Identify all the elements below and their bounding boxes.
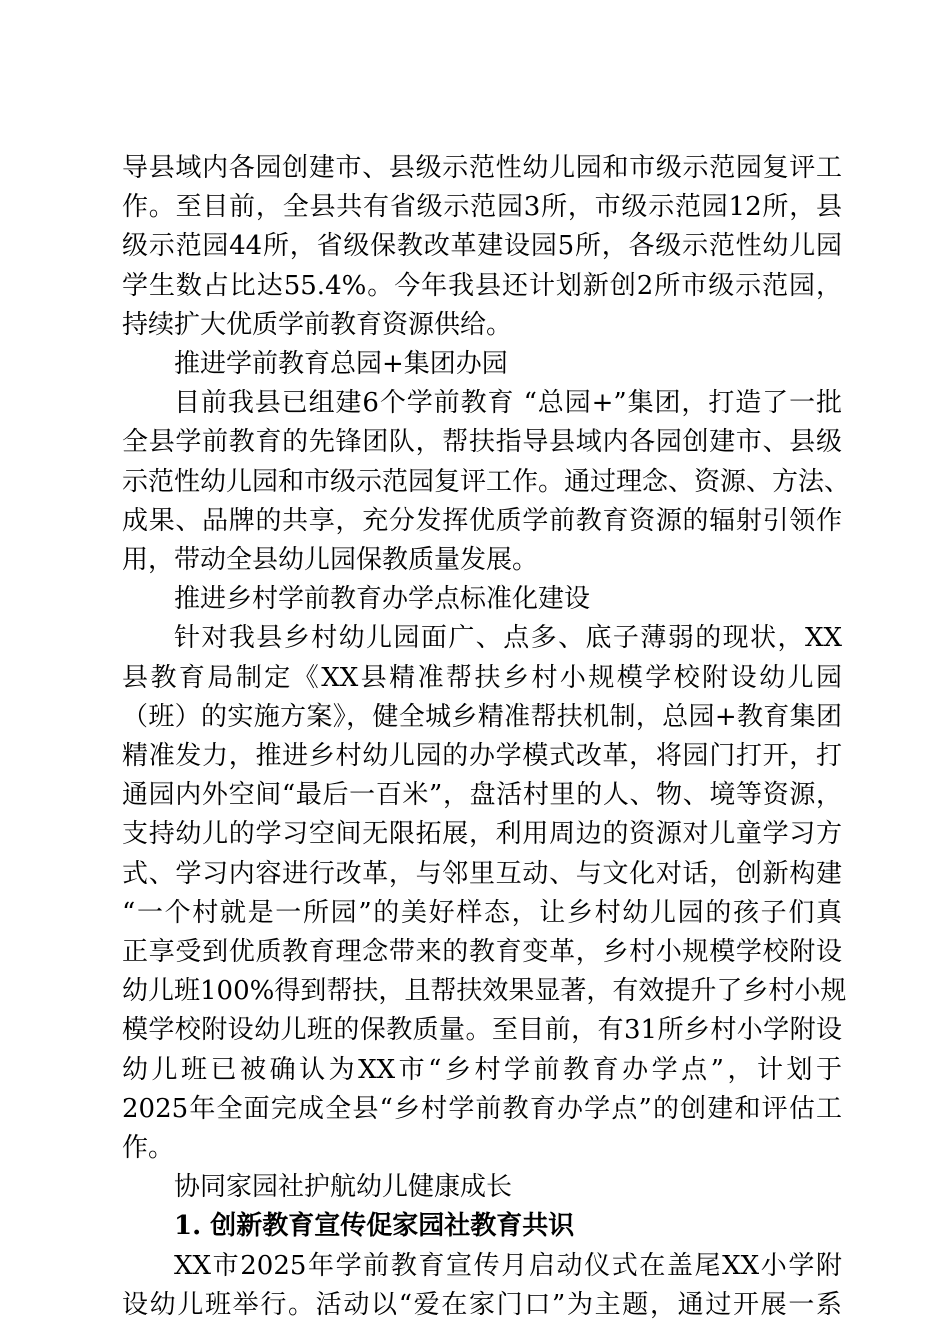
paragraph-line: 作。至目前，全县共有省级示范园3所，市级示范园12所，县 <box>122 192 842 223</box>
paragraph-line: 全县学前教育的先锋团队，帮扶指导县域内各园创建市、县级 <box>122 427 842 458</box>
paragraph-line: 2025年全面完成全县“乡村学前教育办学点”的创建和评估工 <box>122 1093 842 1124</box>
paragraph-line: 设幼儿班举行。活动以“爱在家门口”为主题，通过开展一系 <box>122 1289 842 1320</box>
paragraph-line: 目前我县已组建6个学前教育 “总园+”集团，打造了一批 <box>174 388 842 419</box>
paragraph-line: 作。 <box>122 1133 175 1163</box>
paragraph-line: 持续扩大优质学前教育资源供给。 <box>122 309 513 340</box>
paragraph-line: 导县域内各园创建市、县级示范性幼儿园和市级示范园复评工 <box>122 153 842 183</box>
paragraph-line: XX市2025年学前教育宣传月启动仪式在盖尾XX小学附 <box>174 1250 842 1281</box>
paragraph-line: 模学校附设幼儿班的保教质量。至目前，有31所乡村小学附设 <box>122 1015 842 1046</box>
paragraph-line: 学生数占比达55.4%。今年我县还计划新创2所市级示范园， <box>122 270 842 301</box>
paragraph-line: 幼儿班100%得到帮扶，且帮扶效果显著，有效提升了乡村小规 <box>122 976 847 1007</box>
paragraph-line: 成果、品牌的共享，充分发挥优质学前教育资源的辐射引领作 <box>122 505 842 536</box>
section-heading: 协同家园社护航幼儿健康成长 <box>174 1172 513 1203</box>
paragraph-line: 示范性幼儿园和市级示范园复评工作。通过理念、资源、方法、 <box>122 466 851 497</box>
paragraph-line: 式、学习内容进行改革，与邻里互动、与文化对话，创新构建 <box>122 858 842 889</box>
paragraph-line: 幼儿班已被确认为XX市“乡村学前教育办学点”，计划于 <box>122 1054 842 1085</box>
paragraph-line: 支持幼儿的学习空间无限拓展，利用周边的资源对儿童学习方 <box>122 819 842 850</box>
paragraph-line: （班）的实施方案》，健全城乡精准帮扶机制，总园+教育集团 <box>122 701 842 732</box>
paragraph-line: 精准发力，推进乡村幼儿园的办学模式改革，将园门打开，打 <box>122 741 842 771</box>
paragraph-line: 通园内外空间“最后一百米”，盘活村里的人、物、境等资源， <box>122 780 842 811</box>
section-heading: 推进乡村学前教育办学点标准化建设 <box>174 584 591 615</box>
section-heading: 1. 创新教育宣传促家园社教育共识 <box>174 1211 575 1242</box>
section-heading: 推进学前教育总园+集团办园 <box>174 349 508 379</box>
paragraph-line: 用，带动全县幼儿园保教质量发展。 <box>122 545 539 575</box>
paragraph-line: “一个村就是一所园”的美好样态，让乡村幼儿园的孩子们真 <box>122 897 842 928</box>
paragraph-line: 针对我县乡村幼儿园面广、点多、底子薄弱的现状，XX <box>174 623 842 654</box>
paragraph-line: 正享受到优质教育理念带来的教育变革，乡村小规模学校附设 <box>122 937 842 967</box>
paragraph-line: 县教育局制定《XX县精准帮扶乡村小规模学校附设幼儿园 <box>122 662 842 693</box>
paragraph-line: 级示范园44所，省级保教改革建设园5所，各级示范性幼儿园 <box>122 231 842 262</box>
